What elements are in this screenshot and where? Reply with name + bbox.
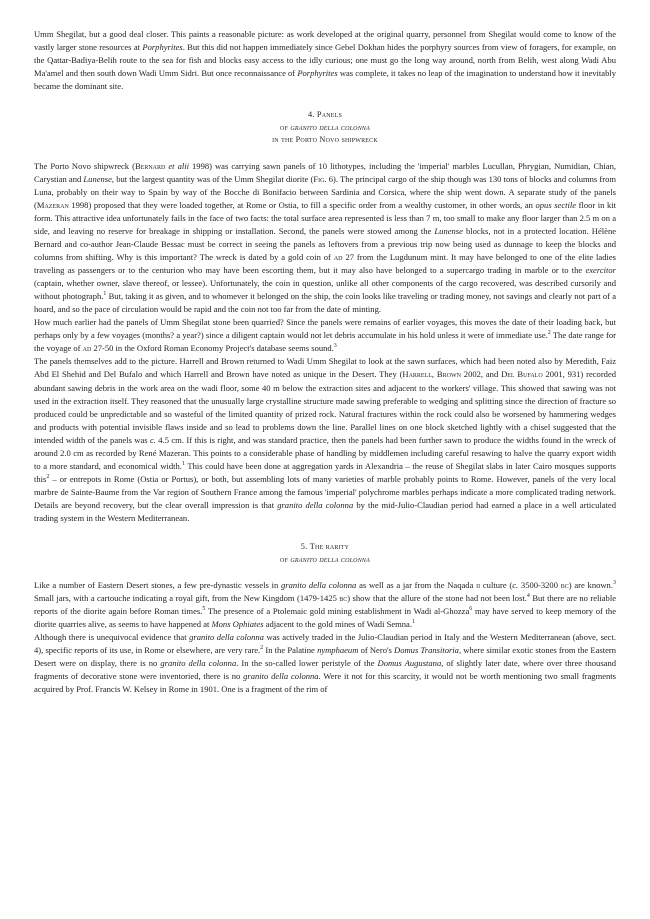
footnote-marker: 4 <box>526 593 530 600</box>
footnote-marker: 1 <box>103 291 107 298</box>
section-4-paragraph-2: How much earlier had the panels of Umm Shegilat stone been quarried? Since the panels were remains of earlier voyages, this moves the date of their loading back, but perhaps only by a few voyages (months? a year?) since a diligent captain would not let debris accumulate in his hold unless it were of immediate use.$^2$ The date range for the voyage of ad 27-50 in the Oxford Roman Economy Project's database seems sound.$^3$ <box>34 317 616 354</box>
footnote-marker: 1 <box>181 460 185 467</box>
figure-reference: Fig. <box>313 173 327 184</box>
section-4-heading: 4. Panels of granito della colonna in the Porto Novo shipwreck <box>34 109 616 147</box>
paper-page <box>34 28 616 696</box>
footnote-marker: 1 <box>411 619 415 626</box>
footnote-marker: 2 <box>260 645 264 652</box>
footnote-marker: 5 <box>202 606 206 613</box>
footnote-marker: 2 <box>46 473 50 480</box>
footnote-marker: 2 <box>547 330 551 337</box>
section-5-heading: 5. The rarity of granito della colonna <box>280 542 370 564</box>
section-5-paragraph-1: Like a number of Eastern Desert stones, a few pre-dynastic vessels in granito della colonna as well as a jar from the Naqada ii culture (c. 3500-3200 bc) are known.$^3$ Small jars, with a cartouche indicating a royal gift, from the New Kingdom (1479-1425 bc) show that the allure of the stone had not been lost.$^4$ But there are no reliable reports of the diorite again before Roman times.$^5$ The presence of a Ptolemaic gold mining establishment in Wadi al-Ghozza$^6$ may have served to keep memory of the diorite quarries alive, as seems to have happened at Mons Ophiates adjacent to the gold mines of Wadi Semna.$^1$ <box>34 580 617 630</box>
footnote-marker: 3 <box>612 580 616 587</box>
section-4-title: Panels <box>316 110 343 120</box>
section-5-paragraph-2: Although there is unequivocal evidence that granito della colonna was actively traded in the Julio-Claudian period in Italy and the Western Mediterranean (above, sect. 4), specific reports of its use, in Rome or elsewhere, are very rare.$^2$ In the Palatine nymphaeum of Nero's Domus Transitoria, where similar exotic stones from the Eastern Desert were on display, there is no granito della colonna. In the so-called lower peristyle of the Domus Augustana, of slightly later date, where over three thousand fragments of decorative stone were inventoried, there is no granito della colonna. Were it not for this scarcity, it would not be worth mentioning two small fragments acquired by Prof. Francis W. Kelsey in Rome in 1901. One is a fragment of the rim of <box>34 632 617 695</box>
footnote-marker: 3 <box>333 343 337 350</box>
section-5-title: The rarity <box>309 542 350 552</box>
porphyrites-term: Porphyrites <box>142 42 183 53</box>
section-4-paragraph-3: The panels themselves add to the picture. Harrell and Brown returned to Wadi Umm Shegilat to look at the sawn surfaces, which had been noted also by Meredith, Faiz Abd El Shehid and Del Bufalo and which Harrell and Brown have noted as unique in the Desert. They (Harrell, Brown 2002, and Del Bufalo 2001, 931) recorded abundant sawing debris in the work area on the wadi floor, some 40 m below the extraction sites and adjacent to the workers' village. This showed that sawing was not used in the extraction itself. They reasoned that the unusually large crystalline structure made sawing preferable to wedging and splitting since the direction of fracture so produced could be unpredictable and so wasteful of the limited quantity of prized rock. Natural fractures within the rock could also be worsened by hammering wedges and products with potential invisible flaws inside and so lead to problems down the line. Parallel lines on one block sketched lightly with a chisel suggested that the intended width of the panels was c. 4.5 cm. If this is right, and was standard practice, then the panels had been further sawn to produce the widths found in the wreck of around 2.0 cm as recorded by René Mazeran. This points to a considerable phase of handling by middlemen including careful resawing to halve the quarry export width to a more standard, and economical width.$^1$ This could have been done at aggregation yards in Alexandria – the reuse of Shegilat slabs in later Cairo mosques supports this$^2$ – or entrepots in Rome (Ostia or Portus), or both, but assembling lots of many varieties of marble probably points to Rome. However, panels of the very local marbre de Sainte-Baume from the Var region of Southern France among the famous 'imperial' polychrome marbles perhaps indicate a more complicated trading network. Details are beyond recovery, but the clear overall impression is that granito della colonna by the mid-Julio-Claudian period had earned a place in a well articulated trading system in the Western Mediterranean. <box>34 356 617 523</box>
section-4-subtitle: in the Porto Novo shipwreck <box>272 135 378 145</box>
footnote-marker: 6 <box>469 606 473 613</box>
section-4-paragraph-1: The Porto Novo shipwreck (Bernard et alii 1998) was carrying sawn panels of 10 lithotypes, including the 'imperial' marbles Lucullan, Phrygian, Numidian, Chian, Carystian and Lunense, but the largest quantity was of the Umm Shegilat diorite (Fig. 6). The principal cargo of the ship though was 130 tons of blocks and columns from Luna, probably on their way to Spain by way of the Bocche di Bonifacio between Sardinia and Corsica, where the ship went down. A separate study of the panels (Mazeran 1998) proposed that they were loaded together, at Rome or Ostia, to fill a specific order from a wealthy customer, in other words, an opus sectile floor in kit form. This attractive idea unfortunately fails in the face of two facts: the total surface area represented is less than 7 m, too small to make any floor larger than 2.5 m on a side, and leaving no reserve for breakage in shipping or installation. Second, the panels were stowed among the Lunense blocks, not in a protected location. Hélène Bernard and co-author Jean-Claude Bessac must be correct in seeing the panels as leftovers from a previous trip now being used as dunnage to keep the blocks and columns from shifting. Why is this important? The wreck is dated by a gold coin of ad 27 from the Lugdunum mint. It may have belonged to one of the elite ladies traveling as passengers or to the centurion who may have been escorting them, but it may also have belonged to a supercargo trading in marble or to the exercitor (captain, whether owner, slave thereof, or lessee). Unfortunately, the coin in question, unlike all other components of the cargo recovered, was described cursorily and without photograph.$^1$ But, taking it as given, and to whomever it belonged on the ship, the coin looks like traveling or trading money, not savings and clearly not part of a hoard, and so the pace of circulation would be rapid and the coin not too far from the date of minting. <box>34 160 617 315</box>
intro-paragraph: Umm Shegilat, but a good deal closer. This paints a reasonable picture: as work developed at the original quarry, personnel from Shegilat would come to know of the vastly larger stone resources at Porphyrites. But this did not happen immediately since Gebel Dokhan hides the porphyry sources from view of foragers, for example, on the Qattar-Badiya-Belih route to the sea for fish and blocks easy access to the idly curious; one must go the long way around, north from Belih, west along Wadi Abu Ma'amel and then south down Wadi Umm Sidri. But once reconnaissance of Porphyrites was complete, it takes no leap of the imagination to understand how it inevitably became the dominant site. <box>34 29 617 92</box>
porphyrites-term: Porphyrites <box>297 68 338 79</box>
